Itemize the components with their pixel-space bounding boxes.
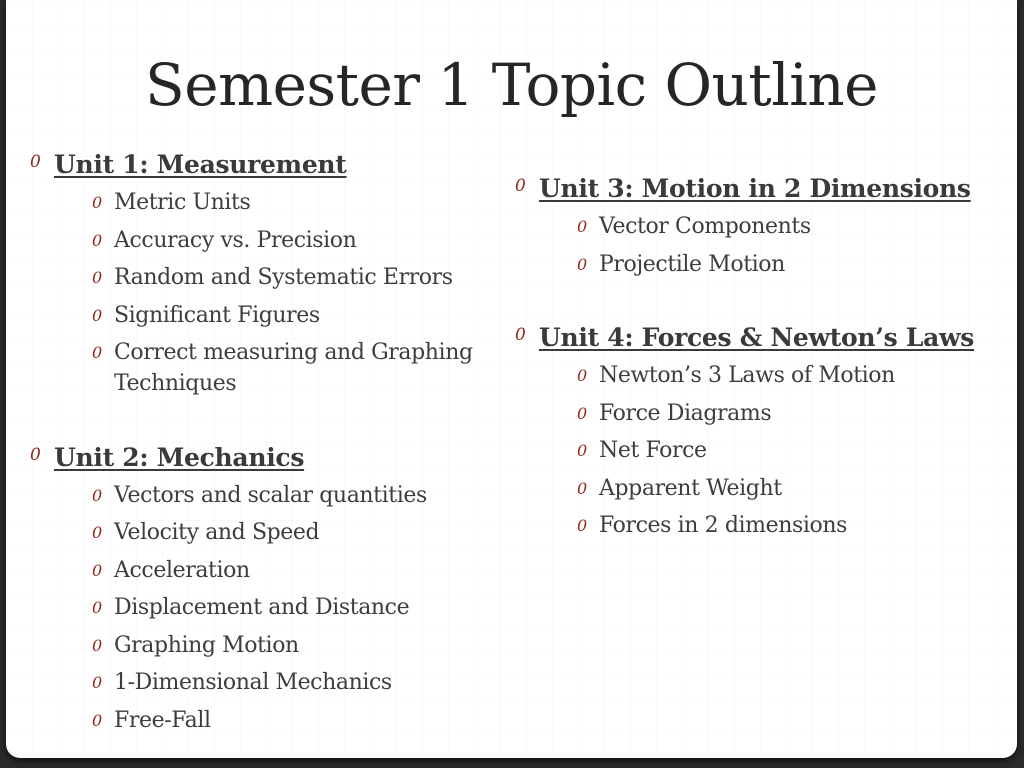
unit-1 (30, 146, 500, 403)
bullet-marker-icon: 0 (577, 217, 588, 236)
topic-item (539, 357, 1005, 395)
bullet-marker-icon: 0 (92, 305, 103, 325)
bullet-marker-icon: 0 (577, 366, 588, 385)
bullet-marker-icon: 0 (92, 268, 103, 287)
bullet-marker-icon: 0 (30, 152, 41, 172)
topic-list (539, 357, 1005, 545)
topic-label: Graphing Motion (114, 632, 299, 658)
topic-item (54, 702, 500, 740)
topic-label: Correct measuring and Graphing Techniques (114, 340, 473, 396)
unit-3 (515, 170, 1005, 283)
topic-label: Accuracy vs. Precision (114, 227, 357, 253)
bullet-marker-icon: 0 (92, 343, 103, 362)
topic-item (54, 514, 500, 552)
topic-label: Velocity and Speed (114, 520, 320, 545)
topic-item (539, 432, 1005, 470)
bullet-marker-icon: 0 (92, 193, 103, 212)
unit-heading: Unit 1: Measurement (54, 150, 347, 179)
unit-heading: Unit 2: Mechanics (54, 442, 305, 472)
unit-list (30, 146, 500, 739)
unit-heading: Unit 4: Forces & Newton’s Laws (539, 323, 974, 352)
bullet-marker-icon: 0 (92, 523, 103, 542)
topic-item (54, 477, 500, 515)
topic-label: Net Force (599, 438, 707, 463)
topic-label: Vector Components (599, 214, 811, 239)
unit-heading: Unit 3: Motion in 2 Dimensions (539, 174, 971, 203)
unit-list (515, 170, 1005, 545)
topic-item (54, 552, 500, 590)
unit-2 (30, 439, 500, 740)
topic-item (539, 507, 1005, 545)
topic-item (539, 470, 1005, 508)
topic-label: Significant Figures (114, 302, 320, 328)
bullet-marker-icon: 0 (92, 635, 103, 655)
topic-label: Apparent Weight (599, 475, 782, 501)
bullet-marker-icon: 0 (577, 516, 588, 535)
bullet-marker-icon: 0 (92, 560, 103, 580)
topic-label: Newton’s 3 Laws of Motion (599, 363, 895, 388)
right-column (515, 170, 1005, 545)
bullet-marker-icon: 0 (515, 176, 526, 196)
topic-item (54, 259, 500, 297)
unit-4 (515, 319, 1005, 545)
topic-item (54, 184, 500, 222)
topic-item (539, 246, 1005, 284)
bullet-marker-icon: 0 (92, 673, 103, 692)
bullet-marker-icon: 0 (92, 230, 103, 250)
topic-label: 1-Dimensional Mechanics (114, 670, 392, 695)
topic-list (54, 477, 500, 740)
bullet-marker-icon: 0 (577, 254, 588, 274)
topic-item (54, 664, 500, 702)
bullet-marker-icon: 0 (515, 325, 526, 345)
bullet-marker-icon: 0 (577, 403, 588, 423)
bullet-marker-icon: 0 (92, 598, 103, 617)
topic-item (54, 589, 500, 627)
bullet-marker-icon: 0 (577, 441, 588, 460)
topic-list (54, 184, 500, 403)
left-column (30, 146, 500, 739)
topic-label: Forces in 2 dimensions (599, 513, 848, 538)
topic-item (539, 208, 1005, 246)
topic-label: Projectile Motion (599, 251, 785, 277)
topic-item (54, 297, 500, 335)
topic-item (539, 395, 1005, 433)
slide (6, 0, 1017, 758)
slide-title: Semester 1 Topic Outline (145, 51, 878, 119)
bullet-marker-icon: 0 (577, 478, 588, 498)
topic-list (539, 208, 1005, 283)
bullet-marker-icon: 0 (92, 710, 103, 730)
topic-item (54, 334, 500, 403)
topic-item (54, 627, 500, 665)
topic-label: Displacement and Distance (114, 595, 410, 620)
bullet-marker-icon: 0 (30, 444, 41, 465)
topic-label: Free-Fall (114, 707, 211, 733)
topic-label: Acceleration (114, 557, 250, 583)
topic-label: Random and Systematic Errors (114, 265, 453, 290)
topic-item (54, 222, 500, 260)
topic-label: Vectors and scalar quantities (114, 482, 427, 508)
bullet-marker-icon: 0 (92, 485, 103, 505)
topic-label: Force Diagrams (599, 400, 772, 426)
topic-label: Metric Units (114, 190, 251, 215)
